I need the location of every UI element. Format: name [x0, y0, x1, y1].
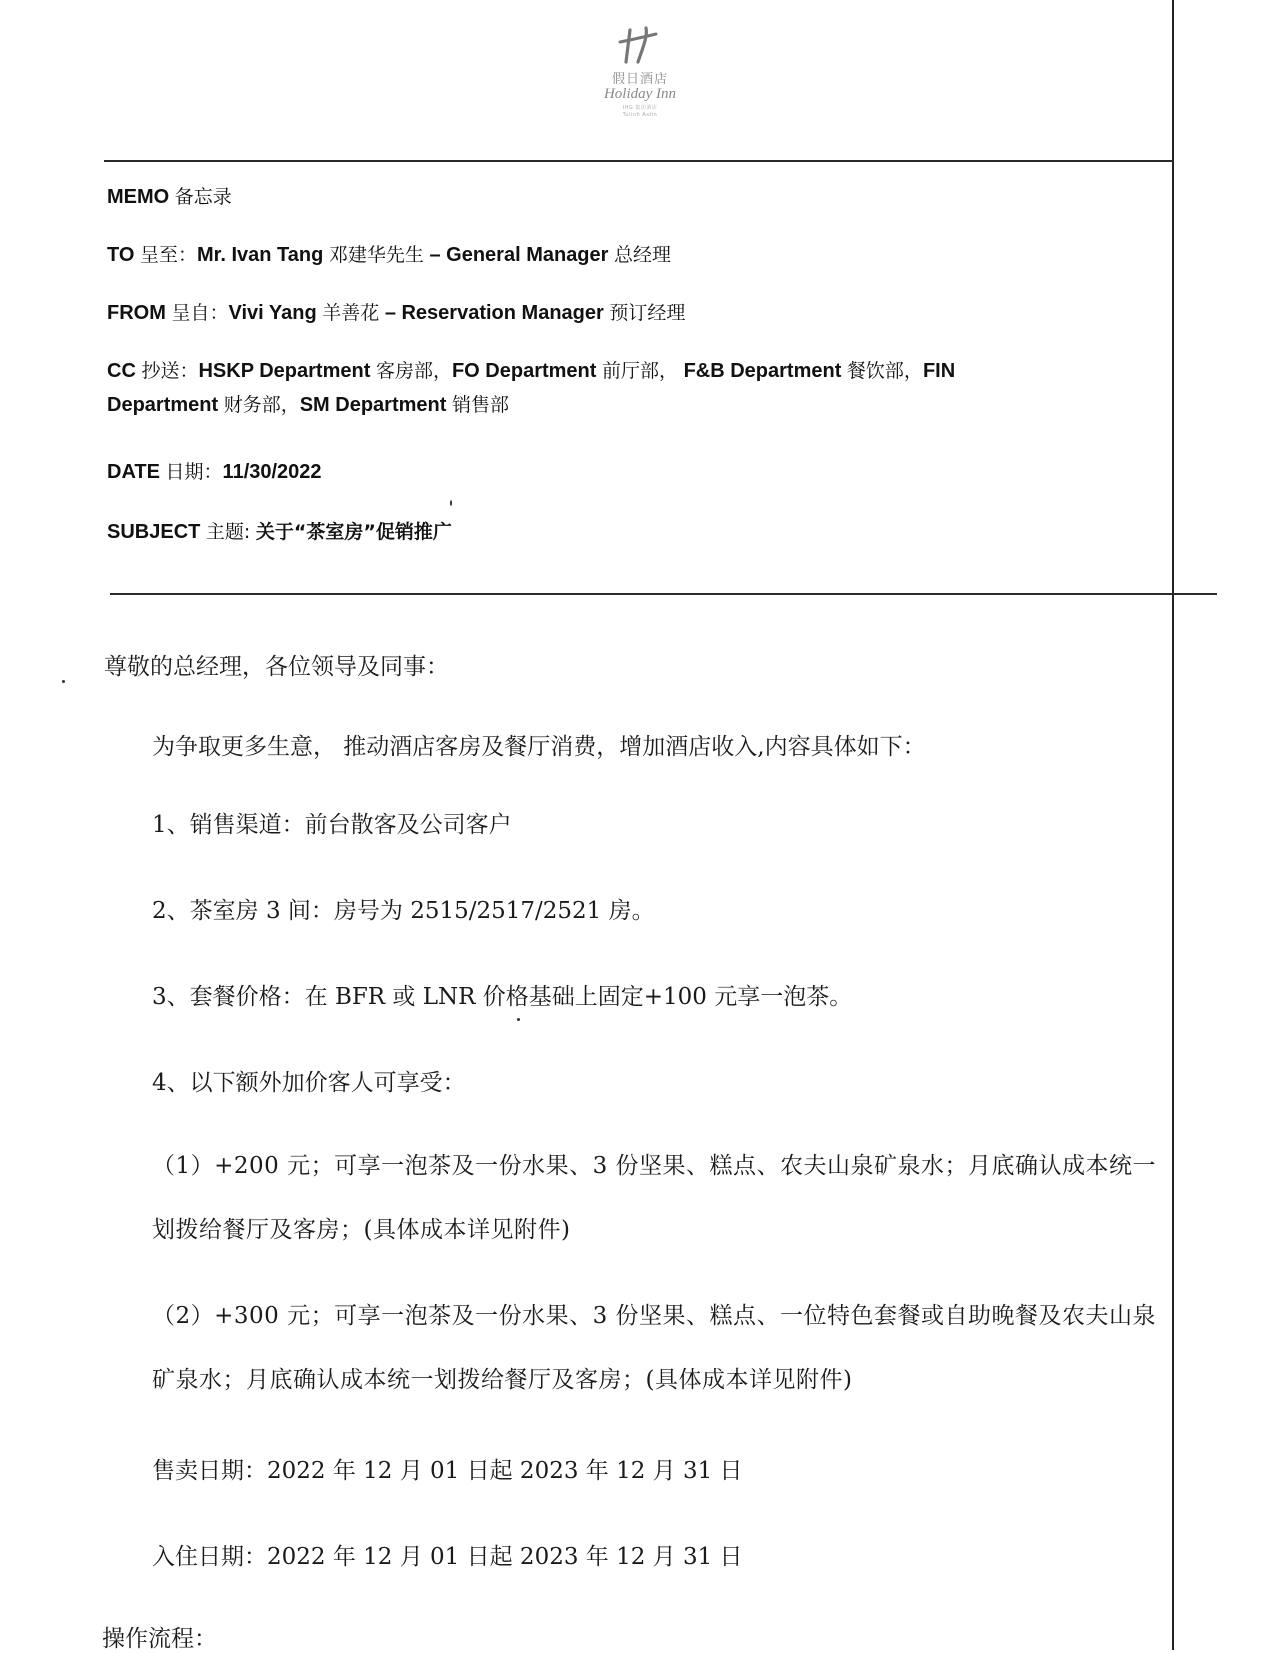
holiday-inn-h-icon — [618, 26, 662, 66]
to-line — [107, 238, 671, 272]
from-name: Vivi Yang — [228, 302, 317, 324]
date-label-cn: 日期： — [165, 461, 223, 483]
cc-fb-cn: 餐饮部， — [846, 360, 923, 382]
to-label: TO — [107, 244, 135, 266]
to-title-cn: 总经理 — [614, 244, 672, 266]
from-title: – Reservation Manager — [384, 302, 604, 324]
hotel-logo — [570, 26, 710, 146]
option-200: （1）+200 元；可享一泡茶及一份水果、3 份坚果、糕点、农夫山泉矿泉水；月底确认成本统一划拨给餐厅及客房；(具体成本详见附件) — [152, 1153, 1157, 1243]
cc-fin-cn: 财务部， — [223, 394, 300, 416]
header-bottom-rule — [110, 593, 1217, 595]
item-tea-rooms: 2、茶室房 3 间：房号为 2515/2517/2521 房。 — [152, 898, 655, 924]
cc-label: CC — [107, 360, 136, 382]
scan-speck — [450, 500, 452, 506]
to-title: – General Manager — [429, 244, 609, 266]
cc-fin: FIN — [922, 360, 956, 382]
from-line — [107, 296, 685, 330]
subject-line — [107, 515, 452, 549]
date-label: DATE — [107, 461, 160, 483]
cc-hskp-cn: 客房部， — [375, 360, 452, 382]
salutation: 尊敬的总经理，各位领导及同事： — [104, 654, 449, 680]
memo-label-cn: 备忘录 — [174, 186, 232, 208]
sale-dates: 售卖日期：2022 年 12 月 01 日起 2023 年 12 月 31 日 — [152, 1458, 743, 1484]
item-sales-channel: 1、销售渠道：前台散客及公司客户 — [152, 812, 512, 838]
subject-label: SUBJECT — [107, 521, 201, 543]
cc-line — [107, 354, 1107, 422]
logo-name-cn: 假日酒店 — [611, 72, 668, 87]
from-name-cn: 羊善花 — [322, 302, 380, 324]
to-label-cn: 呈至： — [139, 244, 197, 266]
date-line — [107, 455, 322, 489]
logo-name-en: Holiday Inn — [603, 86, 677, 102]
memo-line — [107, 180, 232, 214]
cc-hskp: HSKP Department — [198, 360, 371, 382]
from-label-cn: 呈自： — [171, 302, 229, 324]
item-package-price: 3、套餐价格：在 BFR 或 LNR 价格基础上固定+100 元享一泡茶。 — [152, 984, 853, 1010]
logo-subline-1: IHG 集团酒店 — [622, 105, 658, 111]
memo-label: MEMO — [107, 186, 170, 208]
from-label: FROM — [107, 302, 166, 324]
to-name: Mr. Ivan Tang — [197, 244, 324, 266]
cc-sm: SM Department — [299, 394, 447, 416]
option-300: （2）+300 元；可享一泡茶及一份水果、3 份坚果、糕点、一位特色套餐或自助晚餐及农夫山泉矿泉水；月底确认成本统一划拨给餐厅及客房；(具体成本详见附件) — [152, 1303, 1157, 1393]
cc-fo-cn: 前厅部， — [601, 360, 678, 382]
from-title-cn: 预订经理 — [609, 302, 686, 324]
subject-label-cn: 主题: — [205, 521, 251, 543]
cc-sm-cn: 销售部 — [451, 394, 509, 416]
cc-fo: FO Department — [451, 360, 597, 382]
logo-subline-2: Tulinh Astin — [622, 112, 658, 118]
process-heading: 操作流程： — [102, 1626, 217, 1652]
stay-dates: 入住日期：2022 年 12 月 01 日起 2023 年 12 月 31 日 — [152, 1544, 743, 1570]
to-name-cn: 邓建华先生 — [328, 244, 424, 266]
item-extra-options: 4、以下额外加价客人可享受： — [152, 1070, 466, 1096]
subject-value: 关于“茶室房”促销推广 — [255, 521, 452, 543]
cc-fb: F&B Department — [683, 360, 842, 382]
scan-speck — [517, 1018, 520, 1021]
scan-speck — [62, 680, 65, 683]
cc-fin-department: Department — [107, 394, 219, 416]
header-top-rule — [104, 160, 1174, 162]
intro-paragraph: 为争取更多生意， 推动酒店客房及餐厅消费，增加酒店收入,内容具体如下： — [152, 734, 926, 760]
date-value: 11/30/2022 — [222, 461, 322, 483]
cc-label-cn: 抄送： — [141, 360, 199, 382]
